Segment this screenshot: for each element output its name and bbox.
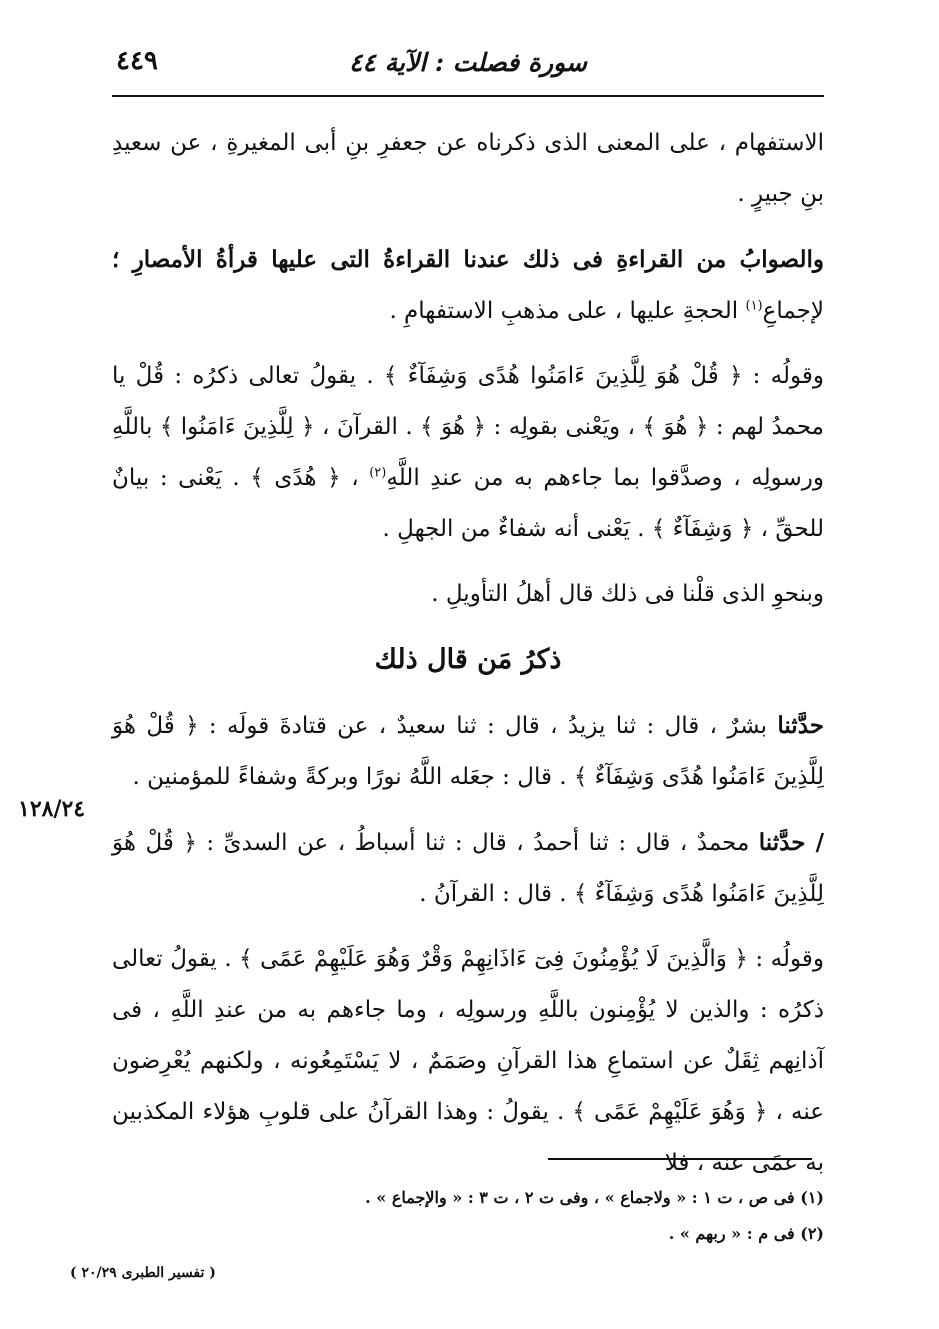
- paragraph-text: وقولُه : ﴿ قُلْ هُوَ لِلَّذِينَ ءَامَنُوا هُدًى وَشِفَآءٌ ﴾ . يقولُ تعالى ذكرُه : قُلْ يا محمدُ لهم : ﴿ هُوَ ﴾ ، ويَعْنى بقولِه : ﴿ هُوَ ﴾ . القرآنَ ، ﴿ لِلَّذِينَ ءَامَنُوا ﴾ باللَّهِ ورسولِه ، وصدَّقوا بما جاءهم به من عندِ اللَّهِ: [112, 363, 825, 491]
- paragraph-2: [112, 234, 824, 337]
- footnotes: [112, 1180, 824, 1252]
- narration-lead: حدَّثنا: [777, 712, 824, 739]
- paragraph-1: [112, 118, 824, 220]
- narration-text: محمدٌ ، قال : ثنا أحمدُ ، قال : ثنا أسباطُ ، عن السدىِّ : ﴿ قُلْ هُوَ لِلَّذِينَ ءَامَنُوا هُدًى وَشِفَآءٌ ﴾ . قال : القرآنُ .: [112, 830, 824, 907]
- print-credit: ( تفسير الطبرى ٢٠/٢٩ ): [70, 1265, 216, 1281]
- footnote-2: (٢) فى م : « ربهم » .: [668, 1224, 824, 1243]
- narration-1: [112, 700, 824, 803]
- narration-lead: / حدَّثنا: [758, 829, 824, 856]
- page-number: ٤٤٩: [116, 46, 158, 76]
- footnote-rule: [548, 1158, 812, 1160]
- paragraph-4: [112, 569, 824, 620]
- footnote-1: (١) فى ص ، ت ١ : « ولاجماع » ، وفى ت ٢ ، ت ٣ : « والإجماع » .: [365, 1188, 824, 1207]
- paragraph-text-cont: الحجةِ عليها ، على مذهبِ الاستفهامِ .: [389, 298, 746, 324]
- narration-text: بشرٌ ، قال : ثنا يزيدُ ، قال : ثنا سعيدٌ ، عن قتادةَ قولَه : ﴿ قُلْ هُوَ لِلَّذِينَ ءَامَنُوا هُدًى وَشِفَآءٌ ﴾ . قال : جعَله اللَّهُ نورًا وبركةً وشفاءً للمؤمنين .: [112, 713, 824, 790]
- commentary-paragraph: [112, 934, 824, 1189]
- paragraph-text: لإجماعِ: [762, 298, 824, 324]
- footnote-marker: (١): [745, 298, 763, 314]
- section-heading: ذكرُ مَن قال ذلك: [374, 644, 562, 675]
- footnote-marker: (٢): [369, 465, 387, 481]
- running-head: سورة فصلت : الآية ٤٤: [349, 48, 587, 77]
- narration-2: [112, 817, 824, 920]
- paragraph-text: الاستفهام ، على المعنى الذى ذكرناه عن جعفرِ بنِ أبى المغيرةِ ، عن سعيدِ بنِ جبيرٍ .: [112, 130, 824, 207]
- paragraph-text-cont: ، ﴿ هُدًى ﴾ . يَعْنى : بيانٌ للحقِّ ، ﴿ وَشِفَآءٌ ﴾ . يَعْنى أنه شفاءٌ من الجهلِ .: [112, 465, 824, 542]
- header-rule: [112, 95, 824, 97]
- main-text: [112, 118, 824, 1203]
- commentary-text: وقولُه : ﴿ وَالَّذِينَ لَا يُؤْمِنُونَ فِىٓ ءَاذَانِهِمْ وَقْرٌ وَهُوَ عَلَيْهِمْ عَمًى ﴾ . يقولُ تعالى ذكرُه : والذين لا يُؤْمِنون باللَّهِ ورسولِه ، وما جاءهم به من عندِ اللَّهِ ، فى آذانِهم ثِقَلٌ عن استماعِ هذا القرآنِ وصَمَمٌ ، لا يَسْتَمِعُونه ، ولكنهم يُعْرِضون عنه ، ﴿ وَهُوَ عَلَيْهِمْ عَمًى ﴾ . يقولُ : وهذا القرآنُ على قلوبِ هؤلاء المكذبين به عمًى عنه ، فلا: [112, 946, 824, 1176]
- paragraph-3: [112, 351, 824, 555]
- page-header: [112, 40, 824, 88]
- paragraph-text: وبنحوِ الذى قلْنا فى ذلك قال أهلُ التأويلِ .: [431, 581, 824, 607]
- paragraph-lead: والصوابُ من القراءةِ فى ذلك عندنا القراءةُ التى عليها قرأةُ الأمصارِ ؛: [112, 246, 824, 273]
- margin-reference: ١٢٨/٢٤: [18, 796, 86, 822]
